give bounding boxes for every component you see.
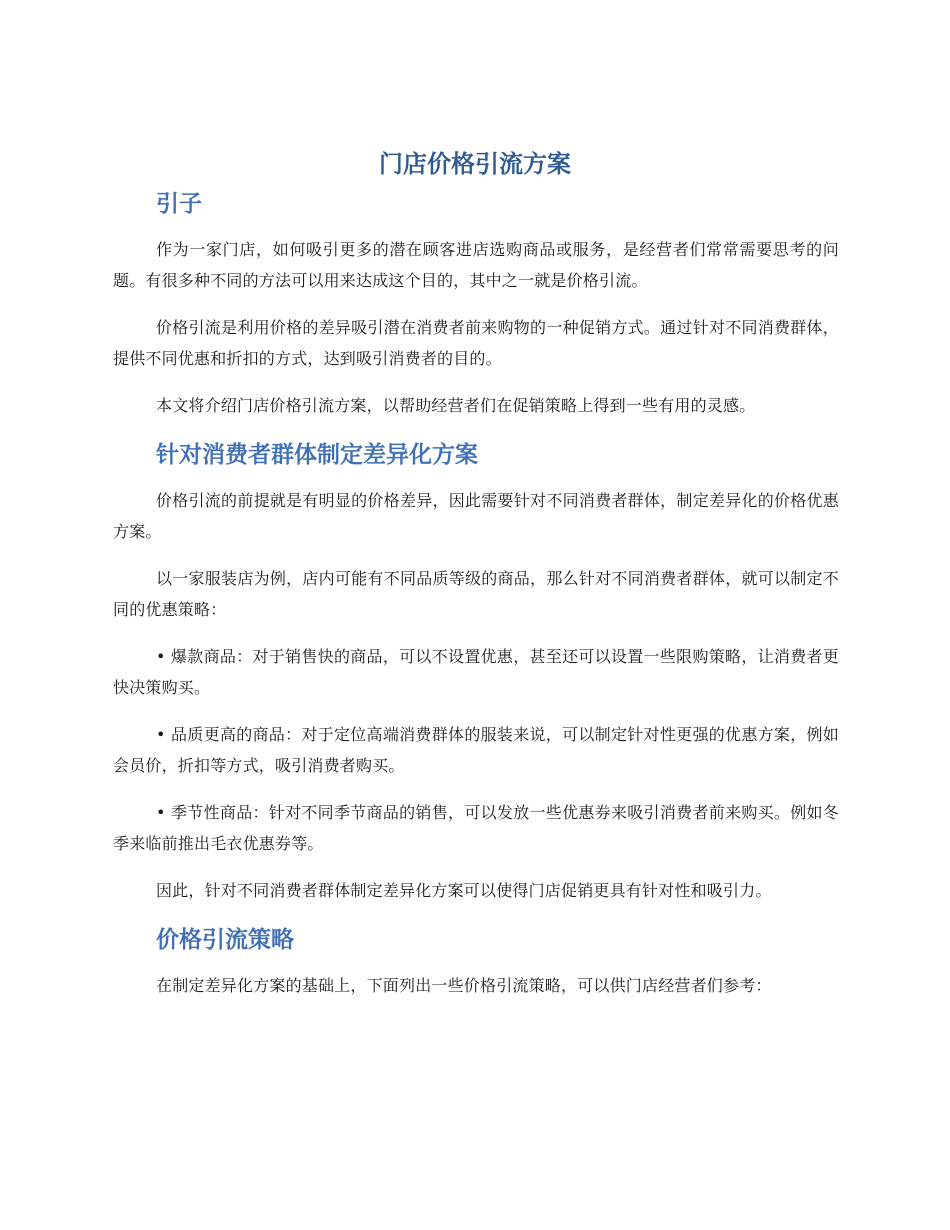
bullet-item: • 爆款商品：对于销售快的商品，可以不设置优惠，甚至还可以设置一些限购策略，让消费者更快决策购买。: [113, 647, 839, 697]
paragraph: 作为一家门店，如何吸引更多的潜在顾客进店选购商品或服务，是经营者们常常需要思考的问题。有很多种不同的方法可以用来达成这个目的，其中之一就是价格引流。: [113, 240, 839, 290]
section-differentiation: [113, 437, 839, 906]
paragraph: 本文将介绍门店价格引流方案，以帮助经营者们在促销策略上得到一些有用的灵感。: [156, 396, 756, 415]
document-body: [113, 186, 839, 1017]
paragraph: 以一家服装店为例，店内可能有不同品质等级的商品，那么针对不同消费者群体，就可以制定不同的优惠策略：: [113, 569, 839, 619]
paragraph: 价格引流是利用价格的差异吸引潜在消费者前来购物的一种促销方式。通过针对不同消费群体，提供不同优惠和折扣的方式，达到吸引消费者的目的。: [113, 318, 839, 368]
paragraph: 价格引流的前提就是有明显的价格差异，因此需要针对不同消费者群体，制定差异化的价格优惠方案。: [113, 491, 839, 541]
paragraph: 因此，针对不同消费者群体制定差异化方案可以使得门店促销更具有针对性和吸引力。: [156, 881, 772, 900]
section-heading: 价格引流策略: [156, 927, 294, 953]
document-title: 门店价格引流方案: [379, 150, 571, 178]
section-heading: 针对消费者群体制定差异化方案: [156, 442, 478, 468]
bullet-item: • 季节性商品：针对不同季节商品的销售，可以发放一些优惠券来吸引消费者前来购买。例如冬季来临前推出毛衣优惠券等。: [113, 803, 839, 853]
section-heading: 引子: [156, 191, 202, 217]
paragraph: 在制定差异化方案的基础上，下面列出一些价格引流策略，可以供门店经营者们参考：: [156, 976, 772, 995]
section-strategy: [113, 922, 839, 1001]
bullet-item: • 品质更高的商品：对于定位高端消费群体的服装来说，可以制定针对性更强的优惠方案，例如会员价，折扣等方式，吸引消费者购买。: [113, 725, 839, 775]
section-intro: [113, 186, 839, 421]
